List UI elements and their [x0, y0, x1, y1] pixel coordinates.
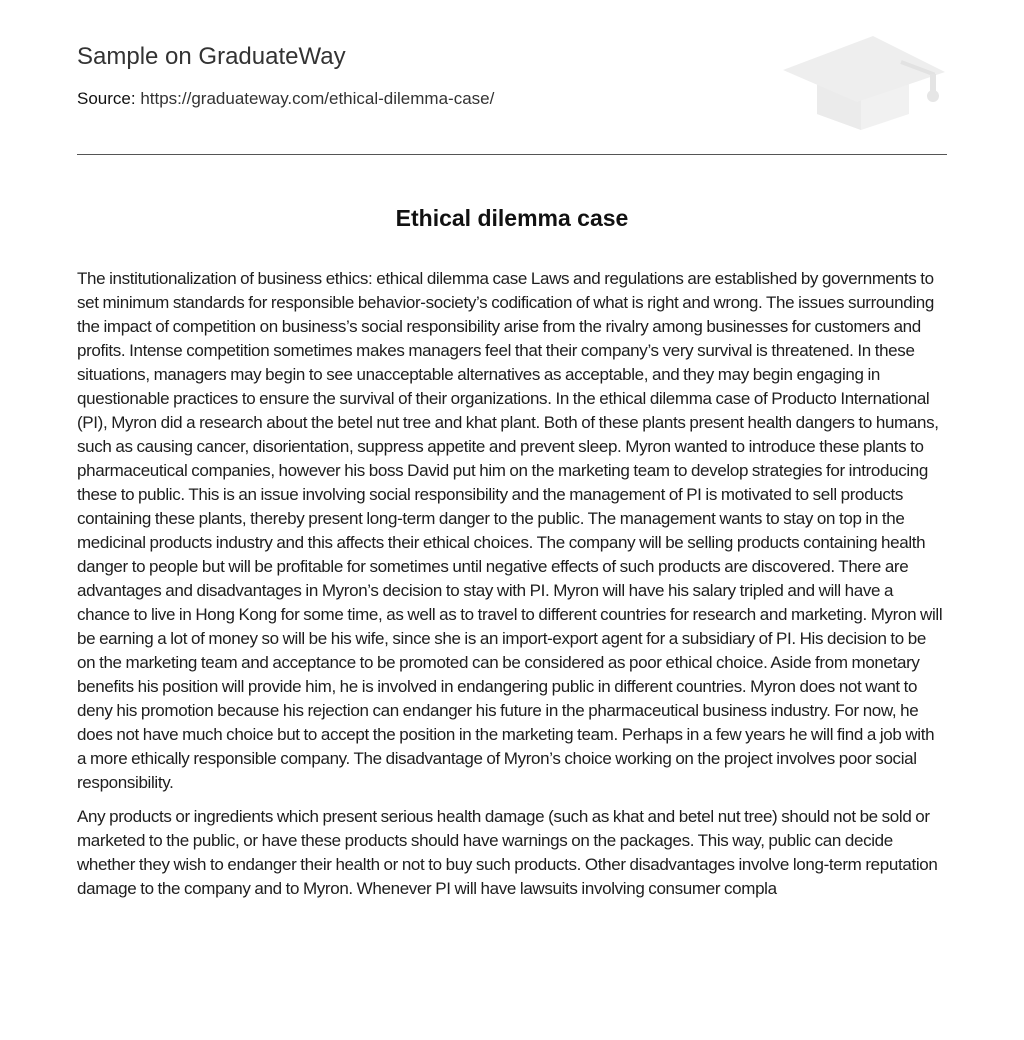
site-title: Sample on GraduateWay	[77, 43, 346, 70]
header-divider	[77, 154, 947, 155]
source-label: Source:	[77, 89, 136, 108]
page-header	[77, 0, 947, 156]
source-line	[77, 89, 494, 109]
graduation-cap-icon	[781, 30, 947, 134]
document-title: Ethical dilemma case	[395, 205, 629, 231]
source-link[interactable]: https://graduateway.com/ethical-dilemma-case/	[140, 89, 495, 108]
paragraph: The institutionalization of business ethics: ethical dilemma case Laws and regulations are established by governments to set minimum standards for responsible behavior-society’s codification of what is right and wrong. The issues surrounding the impact of competition on business’s social responsibility arise from the rivalry among businesses for customers and profits. Intense competition sometimes makes managers feel that their company’s very survival is threatened. In these situations, managers may begin to see unacceptable alternatives as acceptable, and they may begin engaging in questionable practices to ensure the survival of their organizations. In the ethical dilemma case of Producto International (PI), Myron did a research about the betel nut tree and khat plant. Both of these plants present health dangers to humans, such as causing cancer, disorientation, suppress appetite and prevent sleep. Myron wanted to introduce these plants to pharmaceutical companies, however his boss David put him on the marketing team to develop strategies for introducing these to public. This is an issue involving social responsibility and the management of PI is motivated to sell products containing these plants, thereby present long-term danger to the public. The management wants to stay on top in the medicinal products industry and this affects their ethical choices. The company will be selling products containing health danger to people but will be profitable for sometimes until negative effects of such products are discovered. There are advantages and disadvantages in Myron’s decision to stay with PI. Myron will have his salary tripled and will have a chance to live in Hong Kong for some time, as well as to travel to different countries for research and marketing. Myron will be earning a lot of money so will be his wife, since she is an import-export agent for a subsidiary of PI. His decision to be on the marketing team and acceptance to be promoted can be considered as poor ethical choice. Aside from monetary benefits his position will provide him, he is involved in endangering public in different countries. Myron does not want to deny his promotion because his rejection can endanger his future in the pharmaceutical business industry. For now, he does not have much choice but to accept the position in the marketing team. Perhaps in a few years he will find a job with a more ethically responsible company. The disadvantage of Myron’s choice working on the project involves poor social responsibility.	[77, 269, 943, 792]
document-body	[77, 267, 947, 911]
paragraph: Any products or ingredients which present serious health damage (such as khat and betel nut tree) should not be sold or marketed to the public, or have these products should have warnings on the packages. This way, public can decide whether they wish to endanger their health or not to buy such products. Other disadvantages involve long-term reputation damage to the company and to Myron. Whenever PI will have lawsuits involving consumer compla	[77, 807, 938, 898]
